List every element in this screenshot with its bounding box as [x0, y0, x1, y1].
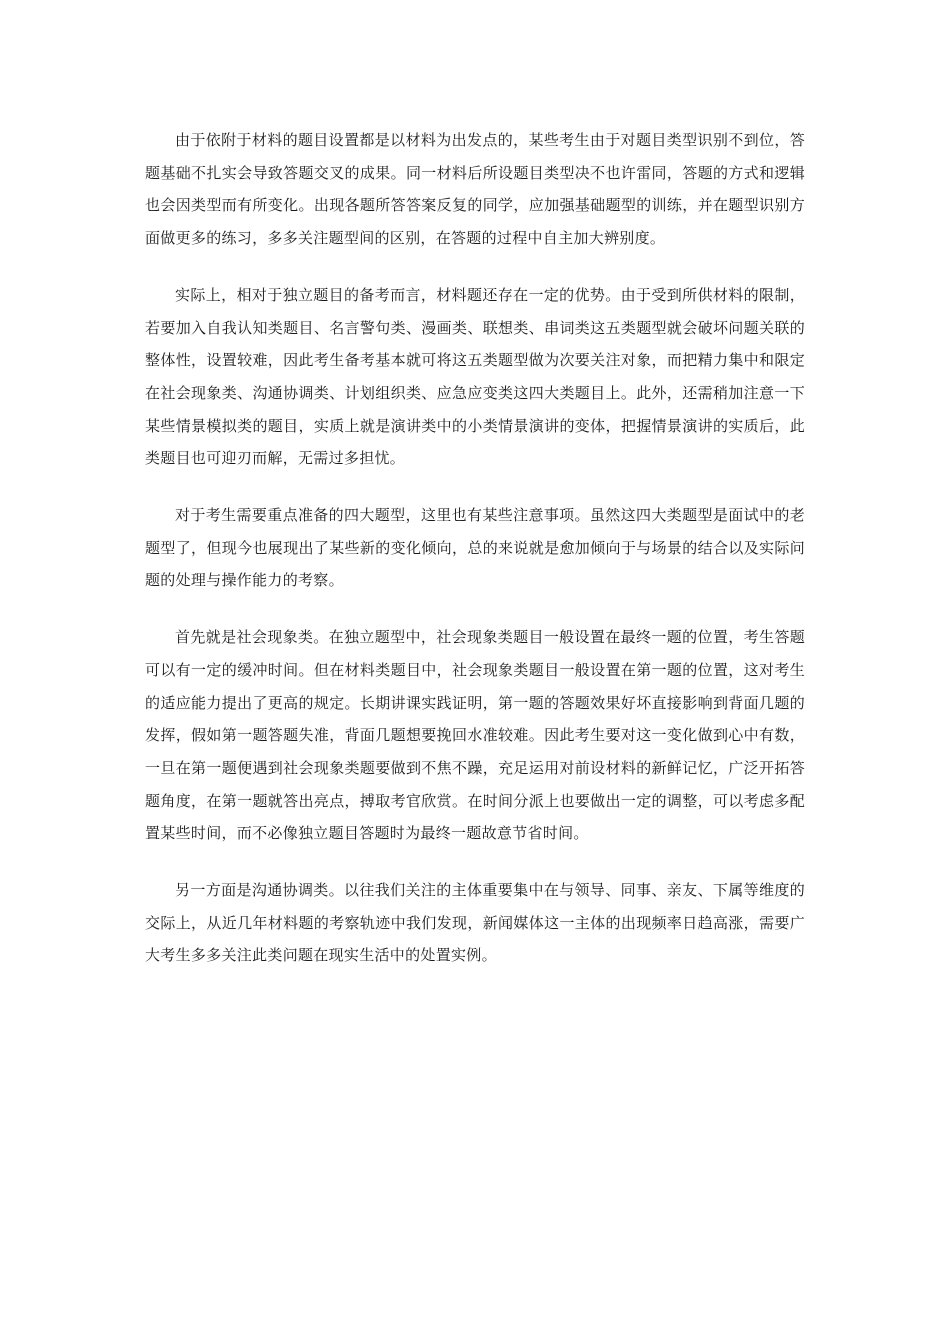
- paragraph-1: 由于依附于材料的题目设置都是以材料为出发点的，某些考生由于对题目类型识别不到位，答题基础不扎实会导致答题交叉的成果。同一材料后所设题目类型决不也许雷同，答题的方式和逻辑也会因类型而有所变化。出现各题所答答案反复的同学，应加强基础题型的训练，并在题型识别方面做更多的练习，多多关注题型间的区别，在答题的过程中自主加大辨别度。: [145, 131, 805, 248]
- document-page: [145, 124, 805, 996]
- paragraph-3: 对于考生需要重点准备的四大题型，这里也有某些注意事项。虽然这四大类题型是面试中的老题型了，但现今也展现出了某些新的变化倾向，总的来说就是愈加倾向于与场景的结合以及实际问题的处理与操作能力的考察。: [145, 506, 805, 590]
- paragraph-2: 实际上，相对于独立题目的备考而言，材料题还存在一定的优势。由于受到所供材料的限制，若要加入自我认知类题目、名言警句类、漫画类、联想类、串词类这五类题型就会破坏问题关联的整体性，设置较难，因此考生备考基本就可将这五类题型做为次要关注对象，而把精力集中和限定在社会现象类、沟通协调类、计划组织类、应急应变类这四大类题目上。此外，还需稍加注意一下某些情景模拟类的题目，实质上就是演讲类中的小类情景演讲的变体，把握情景演讲的实质后，此类题目也可迎刃而解，无需过多担忧。: [145, 285, 805, 468]
- paragraph-5: 另一方面是沟通协调类。以往我们关注的主体重要集中在与领导、同事、亲友、下属等维度的交际上，从近几年材料题的考察轨迹中我们发现，新闻媒体这一主体的出现频率日趋高涨，需要广大考生多多关注此类问题在现实生活中的处置实例。: [145, 881, 805, 965]
- paragraph-4: 首先就是社会现象类。在独立题型中，社会现象类题目一般设置在最终一题的位置，考生答题可以有一定的缓冲时间。但在材料类题目中，社会现象类题目一般设置在第一题的位置，这对考生的适应能力提出了更高的规定。长期讲课实践证明，第一题的答题效果好坏直接影响到背面几题的发挥，假如第一题答题失准，背面几题想要挽回水准较难。因此考生要对这一变化做到心中有数，一旦在第一题便遇到社会现象类题要做到不焦不躁，充足运用对前设材料的新鲜记忆，广泛开拓答题角度，在第一题就答出亮点，搏取考官欣赏。在时间分派上也要做出一定的调整，可以考虑多配置某些时间，而不必像独立题目答题时为最终一题故意节省时间。: [145, 628, 805, 843]
